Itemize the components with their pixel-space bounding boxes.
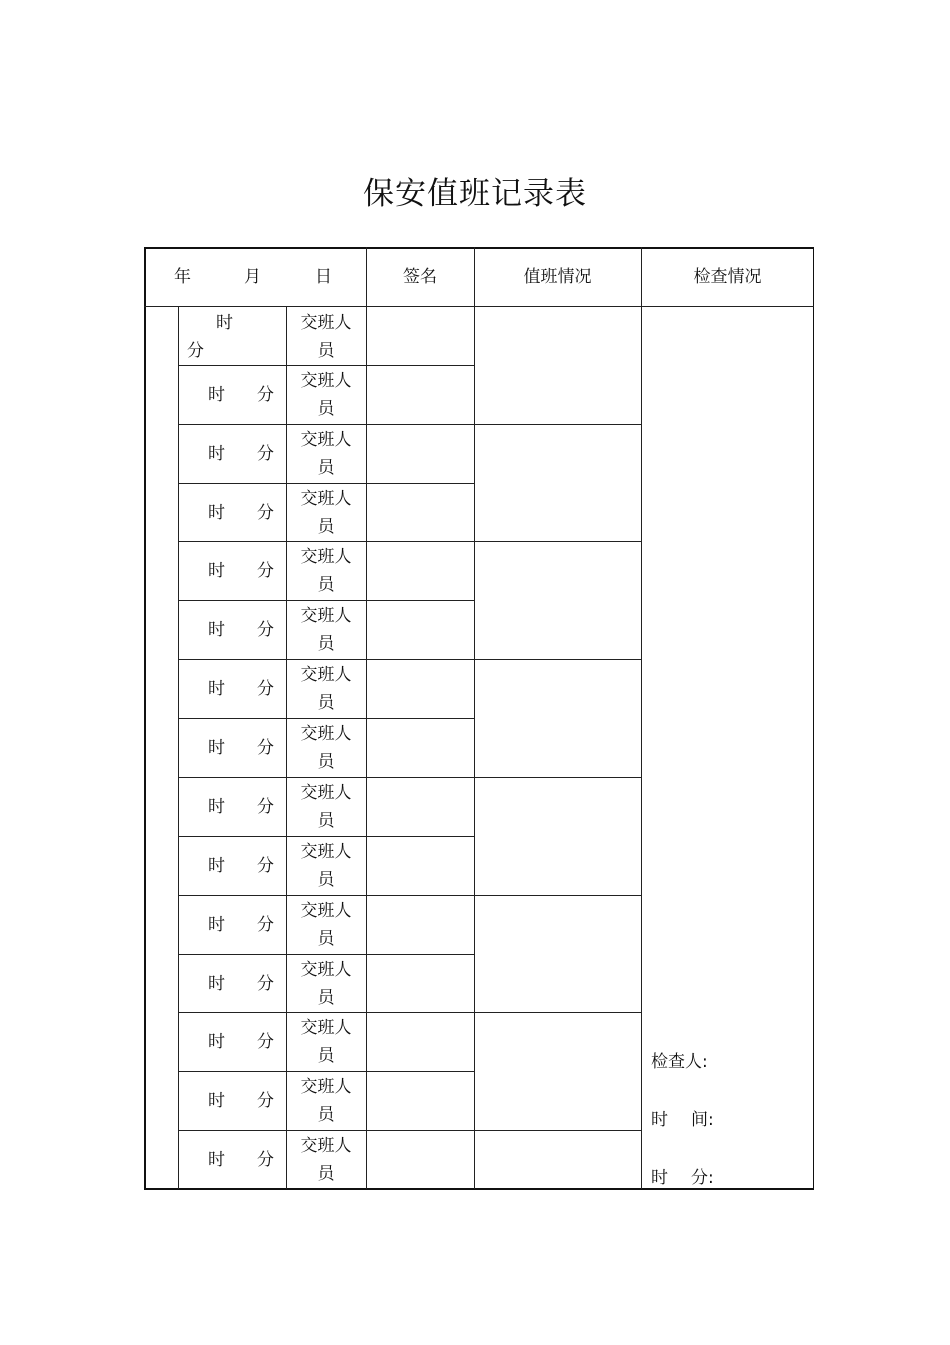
table-border-left [144,247,146,1189]
row-10-hour: 时 [208,856,225,876]
row-9-minute: 分 [257,797,274,817]
row-12-hour: 时 [208,974,225,994]
row-4-handover-line2: 员 [317,517,335,537]
row-4-handover-line1: 交班人 [300,489,352,509]
row-6-handover-line2: 员 [317,634,335,654]
row-divider-2 [178,424,474,425]
row-7-handover-line1: 交班人 [300,665,352,685]
duty-divider-6 [474,659,641,660]
row-10-minute: 分 [257,856,274,876]
column-divider-3 [641,247,642,1189]
row-5-handover-line1: 交班人 [300,547,352,567]
row-3-handover-line2: 员 [317,458,335,478]
row-5-hour: 时 [208,561,225,581]
row-11-hour: 时 [208,915,225,935]
header-month: 月 [244,267,261,287]
row-2-hour: 时 [208,385,225,405]
row-5-minute: 分 [257,561,274,581]
row-6-handover-line1: 交班人 [300,606,352,626]
inspection-time2-label: 时 [651,1168,668,1188]
row-15-minute: 分 [257,1150,274,1170]
row-divider-7 [178,718,474,719]
row-7-handover-line2: 员 [317,693,335,713]
row-11-handover-line1: 交班人 [300,901,352,921]
duty-divider-14 [474,1130,641,1131]
header-divider [144,306,814,307]
header-day: 日 [315,267,332,287]
row-divider-1 [178,365,474,366]
duty-divider-8 [474,777,641,778]
row-4-hour: 时 [208,503,225,523]
table-border-bottom [144,1188,814,1190]
header-duty-status: 值班情况 [523,267,592,287]
row-divider-4 [178,541,474,542]
table-border-right [813,247,814,1189]
row-divider-12 [178,1012,474,1013]
duty-divider-4 [474,541,641,542]
row-3-handover-line1: 交班人 [300,430,352,450]
row-divider-5 [178,600,474,601]
duty-divider-12 [474,1012,641,1013]
row-12-handover-line1: 交班人 [300,960,352,980]
duty-divider-2 [474,424,641,425]
row-13-handover-line2: 员 [317,1046,335,1066]
duty-divider-10 [474,895,641,896]
row-9-handover-line1: 交班人 [300,783,352,803]
row-divider-8 [178,777,474,778]
row-14-handover-line1: 交班人 [300,1077,352,1097]
header-year: 年 [174,267,191,287]
row-13-handover-line1: 交班人 [300,1018,352,1038]
row-3-hour: 时 [208,444,225,464]
inspector-label: 检查人: [651,1052,708,1072]
row-6-hour: 时 [208,620,225,640]
inspection-time-label: 时 [651,1110,668,1130]
row-13-minute: 分 [257,1032,274,1052]
row-divider-6 [178,659,474,660]
row-8-handover-line1: 交班人 [300,724,352,744]
row-1-handover-line1: 交班人 [300,313,352,333]
row-9-handover-line2: 员 [317,811,335,831]
row-1-minute: 分 [187,341,204,361]
row-10-handover-line1: 交班人 [300,842,352,862]
row-4-minute: 分 [257,503,274,523]
duty-record-table [144,247,814,1189]
document-title: 保安值班记录表 [363,176,587,212]
row-2-handover-line2: 员 [317,399,335,419]
row-11-handover-line2: 员 [317,929,335,949]
row-12-minute: 分 [257,974,274,994]
date-column-divider [178,306,179,1189]
row-5-handover-line2: 员 [317,575,335,595]
row-8-handover-line2: 员 [317,752,335,772]
row-12-handover-line2: 员 [317,988,335,1008]
row-14-hour: 时 [208,1091,225,1111]
row-1-hour: 时 [216,313,233,333]
row-11-minute: 分 [257,915,274,935]
row-divider-13 [178,1071,474,1072]
row-1-handover-line2: 员 [317,341,335,361]
row-7-hour: 时 [208,679,225,699]
column-divider-2 [474,247,475,1189]
row-divider-9 [178,836,474,837]
row-7-minute: 分 [257,679,274,699]
row-2-minute: 分 [257,385,274,405]
row-15-hour: 时 [208,1150,225,1170]
row-9-hour: 时 [208,797,225,817]
row-10-handover-line2: 员 [317,870,335,890]
row-8-hour: 时 [208,738,225,758]
row-3-minute: 分 [257,444,274,464]
row-6-minute: 分 [257,620,274,640]
row-14-handover-line2: 员 [317,1105,335,1125]
header-signature: 签名 [403,267,437,287]
row-15-handover-line1: 交班人 [300,1136,352,1156]
row-2-handover-line1: 交班人 [300,371,352,391]
row-15-handover-line2: 员 [317,1164,335,1184]
inspection-time2-suffix: 分: [691,1168,714,1188]
inspection-time-suffix: 间: [691,1110,714,1130]
row-14-minute: 分 [257,1091,274,1111]
header-inspection-status: 检查情况 [693,267,762,287]
row-13-hour: 时 [208,1032,225,1052]
table-border-top [144,247,814,249]
row-divider-11 [178,954,474,955]
row-divider-10 [178,895,474,896]
row-divider-14 [178,1130,474,1131]
row-8-minute: 分 [257,738,274,758]
row-divider-3 [178,483,474,484]
